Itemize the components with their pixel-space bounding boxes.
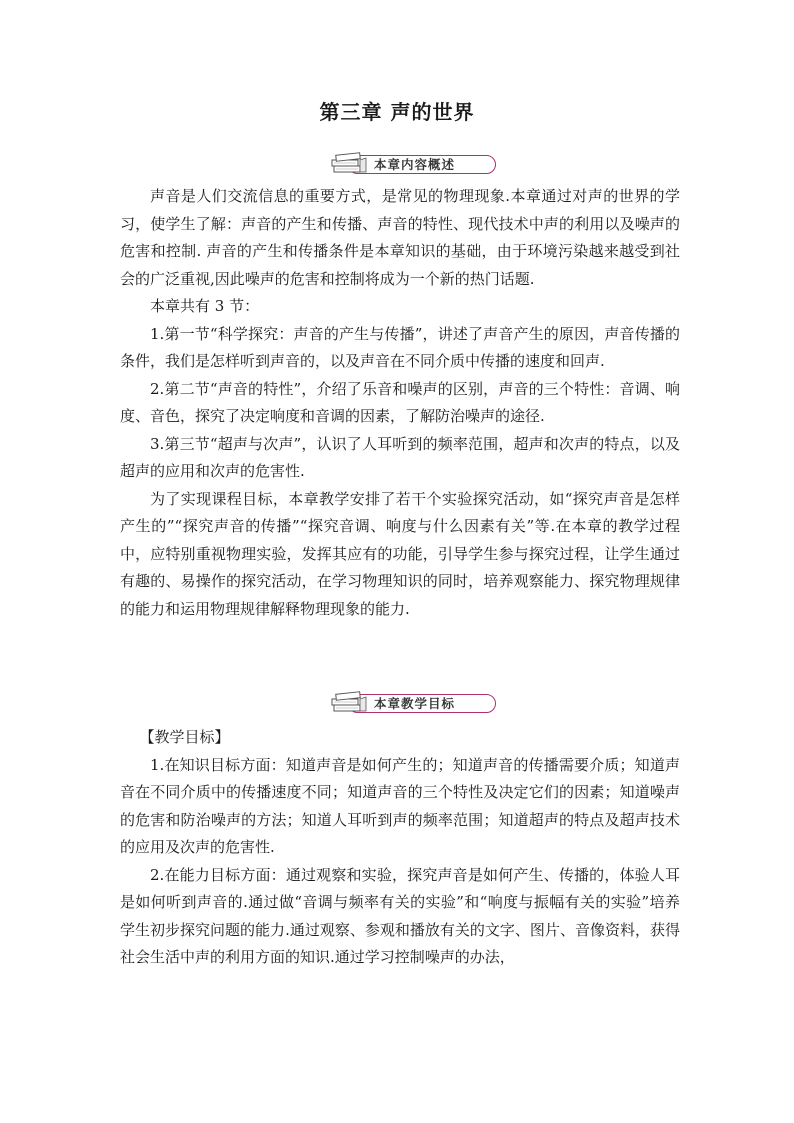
paragraph: 1.第一节“科学探究：声音的产生与传播”，讲述了声音产生的原因，声音传播的条件，我们是怎样听到声音的，以及声音在不同介质中传播的速度和回声. bbox=[120, 324, 680, 370]
book-stack-icon bbox=[330, 150, 370, 178]
section-banner-overview bbox=[330, 150, 498, 178]
book-stack-icon bbox=[330, 689, 370, 717]
paragraph: 2.第二节“声音的特性”，介绍了乐音和噪声的区别，声音的三个特性：音调、响度、音色，探究了决定响度和音调的因素，了解防治噪声的途径. bbox=[120, 379, 680, 425]
section-banner-goals bbox=[330, 689, 498, 717]
paragraph: 3.第三节“超声与次声”，认识了人耳听到的频率范围，超声和次声的特点，以及超声的应用和次声的危害性. bbox=[120, 434, 680, 480]
chapter-title: 第三章 声的世界 bbox=[319, 100, 475, 124]
paragraph: 2.在能力目标方面：通过观察和实验，探究声音是如何产生、传播的，体验人耳是如何听到声音的.通过做“音调与频率有关的实验”和“响度与振幅有关的实验”培养学生初步探究问题的能力.通过观察、参观和播放有关的文字、图片、音像资料，获得社会生活中声的利用方面的知识.通过学习控制噪声的办法， bbox=[120, 865, 680, 966]
overview-section bbox=[120, 183, 680, 623]
goals-heading: 【教学目标】 bbox=[139, 728, 230, 746]
banner-title: 本章内容概述 bbox=[374, 157, 456, 172]
goals-section bbox=[120, 724, 680, 972]
banner-title: 本章教学目标 bbox=[374, 696, 456, 711]
paragraph: 为了实现课程目标，本章教学安排了若干个实验探究活动，如“探究声音是怎样产生的”“探究声音的传播”“探究音调、响度与什么因素有关”等.在本章的教学过程中，应特别重视物理实验，发挥其应有的功能，引导学生参与探究过程，让学生通过有趣的、易操作的探究活动，在学习物理知识的同时，培养观察能力、探究物理规律的能力和运用物理规律解释物理现象的能力. bbox=[120, 489, 680, 618]
paragraph: 本章共有 3 节： bbox=[150, 297, 260, 315]
paragraph: 声音是人们交流信息的重要方式，是常见的物理现象.本章通过对声的世界的学习，使学生了解：声音的产生和传播、声音的特性、现代技术中声的利用以及噪声的危害和控制. 声音的产生和传播条件是本章知识的基础，由于环境污染越来越受到社会的广泛重视,因此噪声的危害和控制将成为一个新的热门话题. bbox=[120, 187, 680, 288]
paragraph: 1.在知识目标方面：知道声音是如何产生的；知道声音的传播需要介质；知道声音在不同介质中的传播速度不同；知道声音的三个特性及决定它们的因素；知道噪声的危害和防治噪声的方法；知道人耳听到声的频率范围；知道超声的特点及超声技术的应用及次声的危害性. bbox=[120, 755, 680, 856]
